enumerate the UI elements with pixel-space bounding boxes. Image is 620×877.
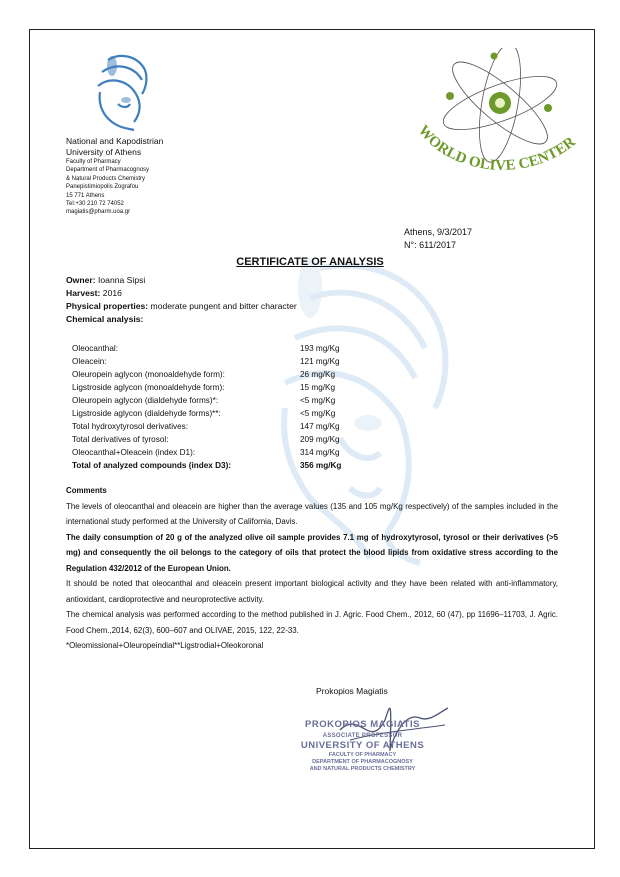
owner-value: Ioanna Sipsi bbox=[98, 275, 146, 285]
physical-label: Physical properties: bbox=[66, 301, 149, 311]
comment-paragraph-bold: The daily consumption of 20 g of the analyzed olive oil sample provides 7.1 mg of hydroxytyrosol, tyrosol or their derivatives (>5 mg) and consequently the oil belongs to the category of oils that protect the blood lipids from oxidative stress according to the Regulation 432/2012 of the European Union. bbox=[66, 532, 558, 573]
footnote: *Oleomissional+Oleuropeindial**Ligstrodial+Oleokoronal bbox=[66, 641, 264, 650]
date-block bbox=[404, 226, 472, 252]
stamp-title: ASSOCIATE PROFESSOR bbox=[322, 732, 403, 739]
signatory-name: Prokopios Magiatis bbox=[316, 686, 388, 696]
certificate-date: Athens, 9/3/2017 bbox=[404, 227, 473, 237]
physical-line bbox=[66, 300, 297, 313]
compound-value: 356 mg/Kg bbox=[300, 461, 342, 470]
university-detail: magiatis@pharm.uoa.gr bbox=[66, 209, 131, 216]
stamp-department: DEPARTMENT OF PHARMACOGNOSY bbox=[312, 758, 413, 765]
compound-name: Oleocanthal+Oleacein (index D1): bbox=[72, 448, 196, 457]
university-detail: Department of Pharmacognosy bbox=[66, 167, 150, 174]
world-olive-center-text: WORLD OLIVE CENTER bbox=[414, 122, 579, 174]
owner-label: Owner: bbox=[66, 275, 96, 285]
university-detail: Tel:+30 210 72 74052 bbox=[66, 201, 124, 208]
compound-value: 193 mg/Kg bbox=[300, 344, 340, 353]
stamp-name: PROKOPIOS MAGIATIS bbox=[305, 719, 420, 730]
university-address-block bbox=[66, 136, 163, 217]
compound-name: Total of analyzed compounds (index D3): bbox=[72, 461, 232, 470]
university-name-line2: University of Athens bbox=[66, 147, 142, 157]
comments-heading: Comments bbox=[66, 486, 107, 495]
harvest-line bbox=[66, 287, 297, 300]
compound-value: 147 mg/Kg bbox=[300, 422, 340, 431]
compound-value: <5 mg/Kg bbox=[300, 396, 336, 405]
compound-name: Total hydroxytyrosol derivatives: bbox=[72, 422, 189, 431]
compound-value: 15 mg/Kg bbox=[300, 383, 336, 392]
university-detail: Panepistimiopolis Zografou bbox=[66, 184, 139, 191]
compound-value: 209 mg/Kg bbox=[300, 435, 340, 444]
compound-value: <5 mg/Kg bbox=[300, 409, 336, 418]
university-detail: Faculty of Pharmacy bbox=[66, 159, 121, 165]
university-name-line1: National and Kapodistrian bbox=[66, 136, 164, 146]
compound-name: Oleacein: bbox=[72, 357, 107, 366]
compound-name: Ligstroside aglycon (monoaldehyde form): bbox=[72, 383, 225, 392]
owner-line bbox=[66, 274, 297, 287]
physical-value: moderate pungent and bitter character bbox=[150, 301, 297, 311]
compound-value: 314 mg/Kg bbox=[300, 448, 340, 457]
compound-value: 121 mg/Kg bbox=[300, 357, 340, 366]
comment-paragraph: It should be noted that oleocanthal and oleacein present important biological activity and they have been related with anti-inflammatory, antioxidant, cardioprotective and neuroprotective activity. bbox=[66, 579, 558, 604]
stamp-department-2: AND NATURAL PRODUCTS CHEMISTRY bbox=[309, 765, 416, 772]
compound-name: Oleuropein aglycon (monoaldehyde form): bbox=[72, 370, 225, 379]
comment-paragraph: The chemical analysis was performed according to the method published in J. Agric. Food Chem., 2012, 60 (47), pp 11696–11703, J. Agric. Food Chem.,2014, 62(3), 600–607 and OLIVAE, 2015, 122, 22-33. bbox=[66, 610, 558, 635]
harvest-label: Harvest: bbox=[66, 288, 101, 298]
comments-section bbox=[66, 483, 558, 654]
stamp-faculty: FACULTY OF PHARMACY bbox=[328, 751, 397, 758]
certificate-number: N°: 611/2017 bbox=[404, 240, 456, 250]
harvest-value: 2016 bbox=[102, 288, 122, 298]
chemical-analysis-label: Chemical analysis: bbox=[66, 314, 144, 324]
university-detail: & Natural Products Chemistry bbox=[66, 175, 146, 182]
compound-name: Ligstroside aglycon (dialdehyde forms)**: bbox=[72, 409, 221, 418]
document-title: CERTIFICATE OF ANALYSIS bbox=[236, 256, 384, 268]
sample-info bbox=[66, 274, 297, 326]
compound-name: Oleocanthal: bbox=[72, 344, 118, 353]
compound-name: Oleuropein aglycon (dialdehyde forms)*: bbox=[72, 396, 219, 405]
compound-name: Total derivatives of tyrosol: bbox=[72, 435, 169, 444]
official-stamp bbox=[290, 720, 435, 773]
comment-paragraph: The levels of oleocanthal and oleacein are higher than the average values (135 and 105 mg/Kg respectively) of the samples included in the international study performed at the University of California, Davis. bbox=[66, 501, 558, 526]
university-athena-logo bbox=[90, 52, 152, 132]
university-detail: 15 771 Athens bbox=[66, 192, 105, 199]
stamp-university: UNIVERSITY OF ATHENS bbox=[300, 740, 425, 751]
world-olive-center-logo bbox=[410, 48, 588, 198]
compound-value: 26 mg/Kg bbox=[300, 370, 336, 379]
